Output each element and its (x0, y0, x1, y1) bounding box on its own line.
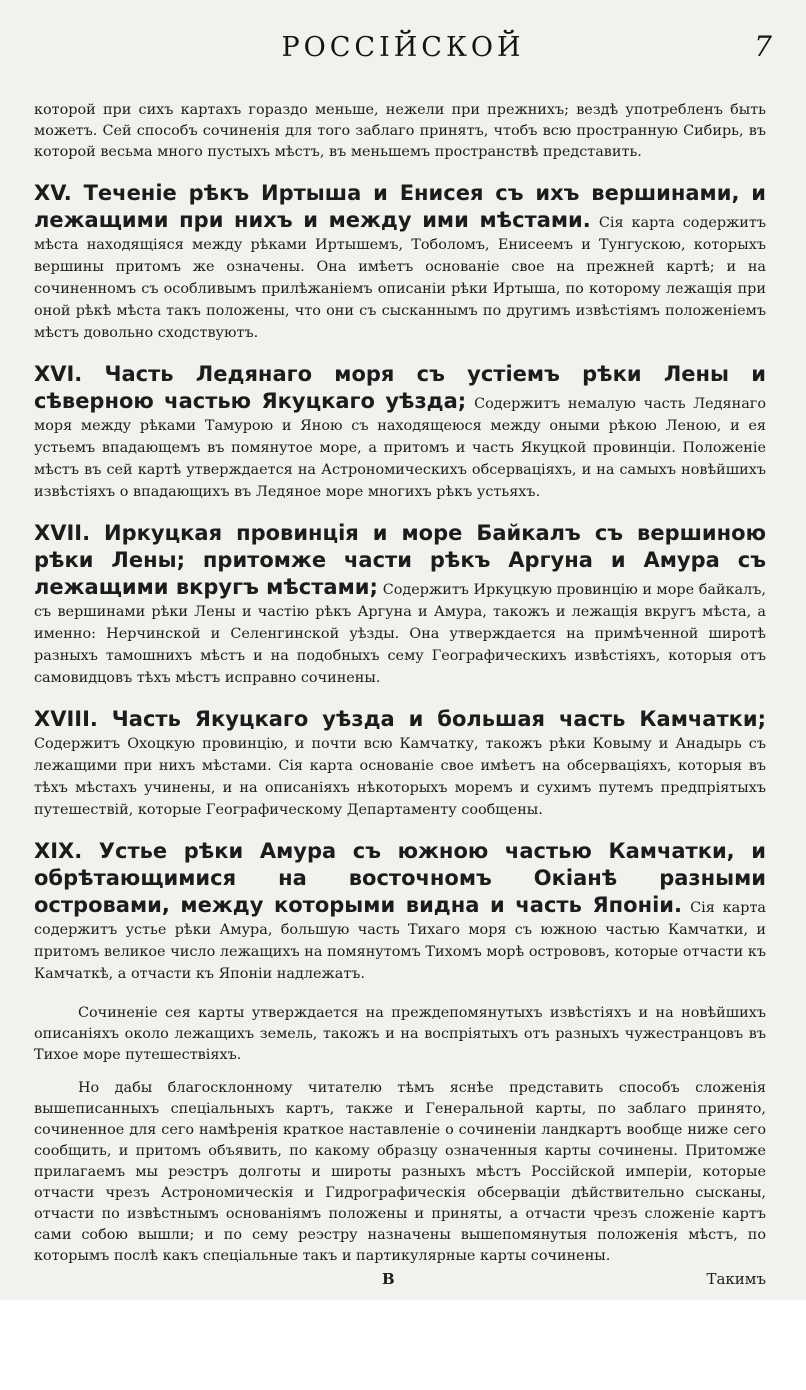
section-paragraph (34, 180, 766, 344)
confirmation-paragraph: Сочиненіе сея карты утверждается на преждепомянутыхъ извѣстіяхъ и на новѣйшихъ описаніяхъ около лежащихъ земель, такожъ и на воспріятыхъ отъ разныхъ чужестранцовъ въ Тихое море путешествіяхъ. (34, 1005, 766, 1063)
section-body: Сія карта содержитъ мѣста находящіяся между рѣками Иртышемъ, Тоболомъ, Енисеемъ и Тунгускою, которыхъ вершины притомъ же означены. Она имѣетъ основаніе свое на прежней картѣ; и на сочиненномъ съ особливымъ прилѣжаніемъ описаніи рѣки Иртыша, по которому лежащія при оной рѣкѣ мѣста такъ положены, что они съ сысканнымъ по другимъ извѣстіямъ положеніемъ мѣстъ довольно сходствуютъ. (34, 215, 767, 341)
section-xv (34, 180, 766, 344)
spacer (34, 1066, 766, 1078)
closing-paragraph: Но дабы благосклонному читателю тѣмъ яснѣе представить способъ сложенія вышеписанныхъ спеціальныхъ картъ, также и Генеральной карты, по заблаго принято, сочиненное для сего намѣренія краткое наставленіе о сочиненіи ландкартъ вообще ниже сего сообщить, и притомъ объявить, по какому образцу означенныя карты сочинены. Притомже прилагаемъ мы реэстръ долготы и широты разныхъ мѣстъ Россійской имперіи, которые отчасти чрезъ Астрономическія и Гидрографическія обсерваціи дѣйствительно сысканы, отчасти по извѣстнымъ основаніямъ положены и приняты, а отчасти чрезъ сложеніе картъ сами собою вышли; и по сему реэстру назначены вышепомянутыя положенія мѣстъ, по которымъ послѣ какъ спеціальные такъ и партикулярные карты сочинены. (34, 1080, 766, 1264)
section-heading: XV. Теченіе рѣкъ Иртыша и Енисея съ ихъ вершинами, и лежащими при нихъ и между ими мѣстами. (34, 181, 766, 232)
intro-paragraph: которой при сихъ картахъ гораздо меньше, нежели при прежнихъ; вездѣ употребленъ быть можетъ. Сей способъ сочиненія для того заблаго принятъ, чтобъ всю пространную Сибирь, въ которой весьма много пустыхъ мѣстъ, въ меньшемъ пространствѣ представить. (34, 102, 766, 160)
page-text (34, 100, 766, 1293)
section-paragraph (34, 838, 766, 985)
section-xvii (34, 520, 766, 689)
catchword: Такимъ (706, 1270, 766, 1288)
section-body: Содержитъ немалую часть Ледянаго моря между рѣками Тамурою и Яною съ находящеюся между оными рѣкою Леною, и ея устьемъ впадающемъ въ помянутое море, а притомъ и часть Якуцкой провинціи. Положеніе мѣстъ въ сей картѣ утверждается на Астрономическихъ обсерваціяхъ, и на самыхъ новѣйшихъ извѣстіяхъ о впадающихъ въ Ледяное море многихъ рѣкъ устьяхъ. (34, 396, 767, 500)
section-heading: XVIII. Часть Якуцкаго уѣзда и большая часть Камчатки; (34, 707, 766, 731)
signature-mark: В (382, 1270, 395, 1288)
section-body: Содержитъ Иркуцкую провинцію и море байкалъ, съ вершинами рѣки Лены и частію рѣкъ Аргуна и Амура, такожъ и лежащія вкругъ мѣста, а именно: Нерчинской и Селенгинской уѣзды. Она утверждается на примѣченной широтѣ разныхъ тамошнихъ мѣстъ и на подобныхъ сему Географическихъ извѣстіяхъ, которыя отъ самовидцовъ тѣхъ мѣстъ исправно сочинены. (34, 582, 766, 686)
section-paragraph (34, 520, 766, 689)
section-heading: XIX. Устье рѣки Амура съ южною частью Камчатки, и обрѣтающимися на восточномъ Окіанѣ разными островами, между которыми видна и часть Японіи. (34, 839, 766, 917)
section-xix (34, 838, 766, 985)
bottom-strip (0, 1300, 806, 1390)
page-number: 7 (754, 30, 772, 63)
section-heading: XVII. Иркуцкая провинція и море Байкалъ съ вершиною рѣки Лены; притомже части рѣкъ Аргуна и Амура съ лежащими вкругъ мѣстами; (34, 521, 766, 599)
section-paragraph (34, 706, 766, 821)
section-body: Сія карта содержитъ устье рѣки Амура, большую часть Тихаго моря съ южною частью Камчатки, и притомъ великое число лежащихъ на помянутомъ Тихомъ морѣ острововъ, которые отчасти къ Камчаткѣ, а отчасти къ Японіи надлежатъ. (34, 900, 767, 982)
spacer (34, 985, 766, 1003)
page-footer (34, 1269, 766, 1293)
section-xvi (34, 361, 766, 503)
section-xviii (34, 706, 766, 821)
section-heading: XVI. Часть Ледянаго моря съ устіемъ рѣки Лены и сѣверною частью Якуцкаго уѣзда; (34, 362, 766, 413)
section-body: Содержитъ Охоцкую провинцію, и почти всю Камчатку, такожъ рѣки Ковыму и Анадырь съ лежащими при нихъ мѣстами. Сія карта основаніе свое имѣетъ на обсерваціяхъ, которыя въ тѣхъ мѣстахъ учинены, и на описаніяхъ нѣкоторыхъ моремъ и сухимъ путемъ предпріятыхъ путешествій, которые Географическому Департаменту сообщены. (34, 736, 766, 818)
page-header (0, 30, 806, 74)
section-paragraph (34, 361, 766, 503)
running-head: РОССІЙСКОЙ (281, 32, 525, 63)
